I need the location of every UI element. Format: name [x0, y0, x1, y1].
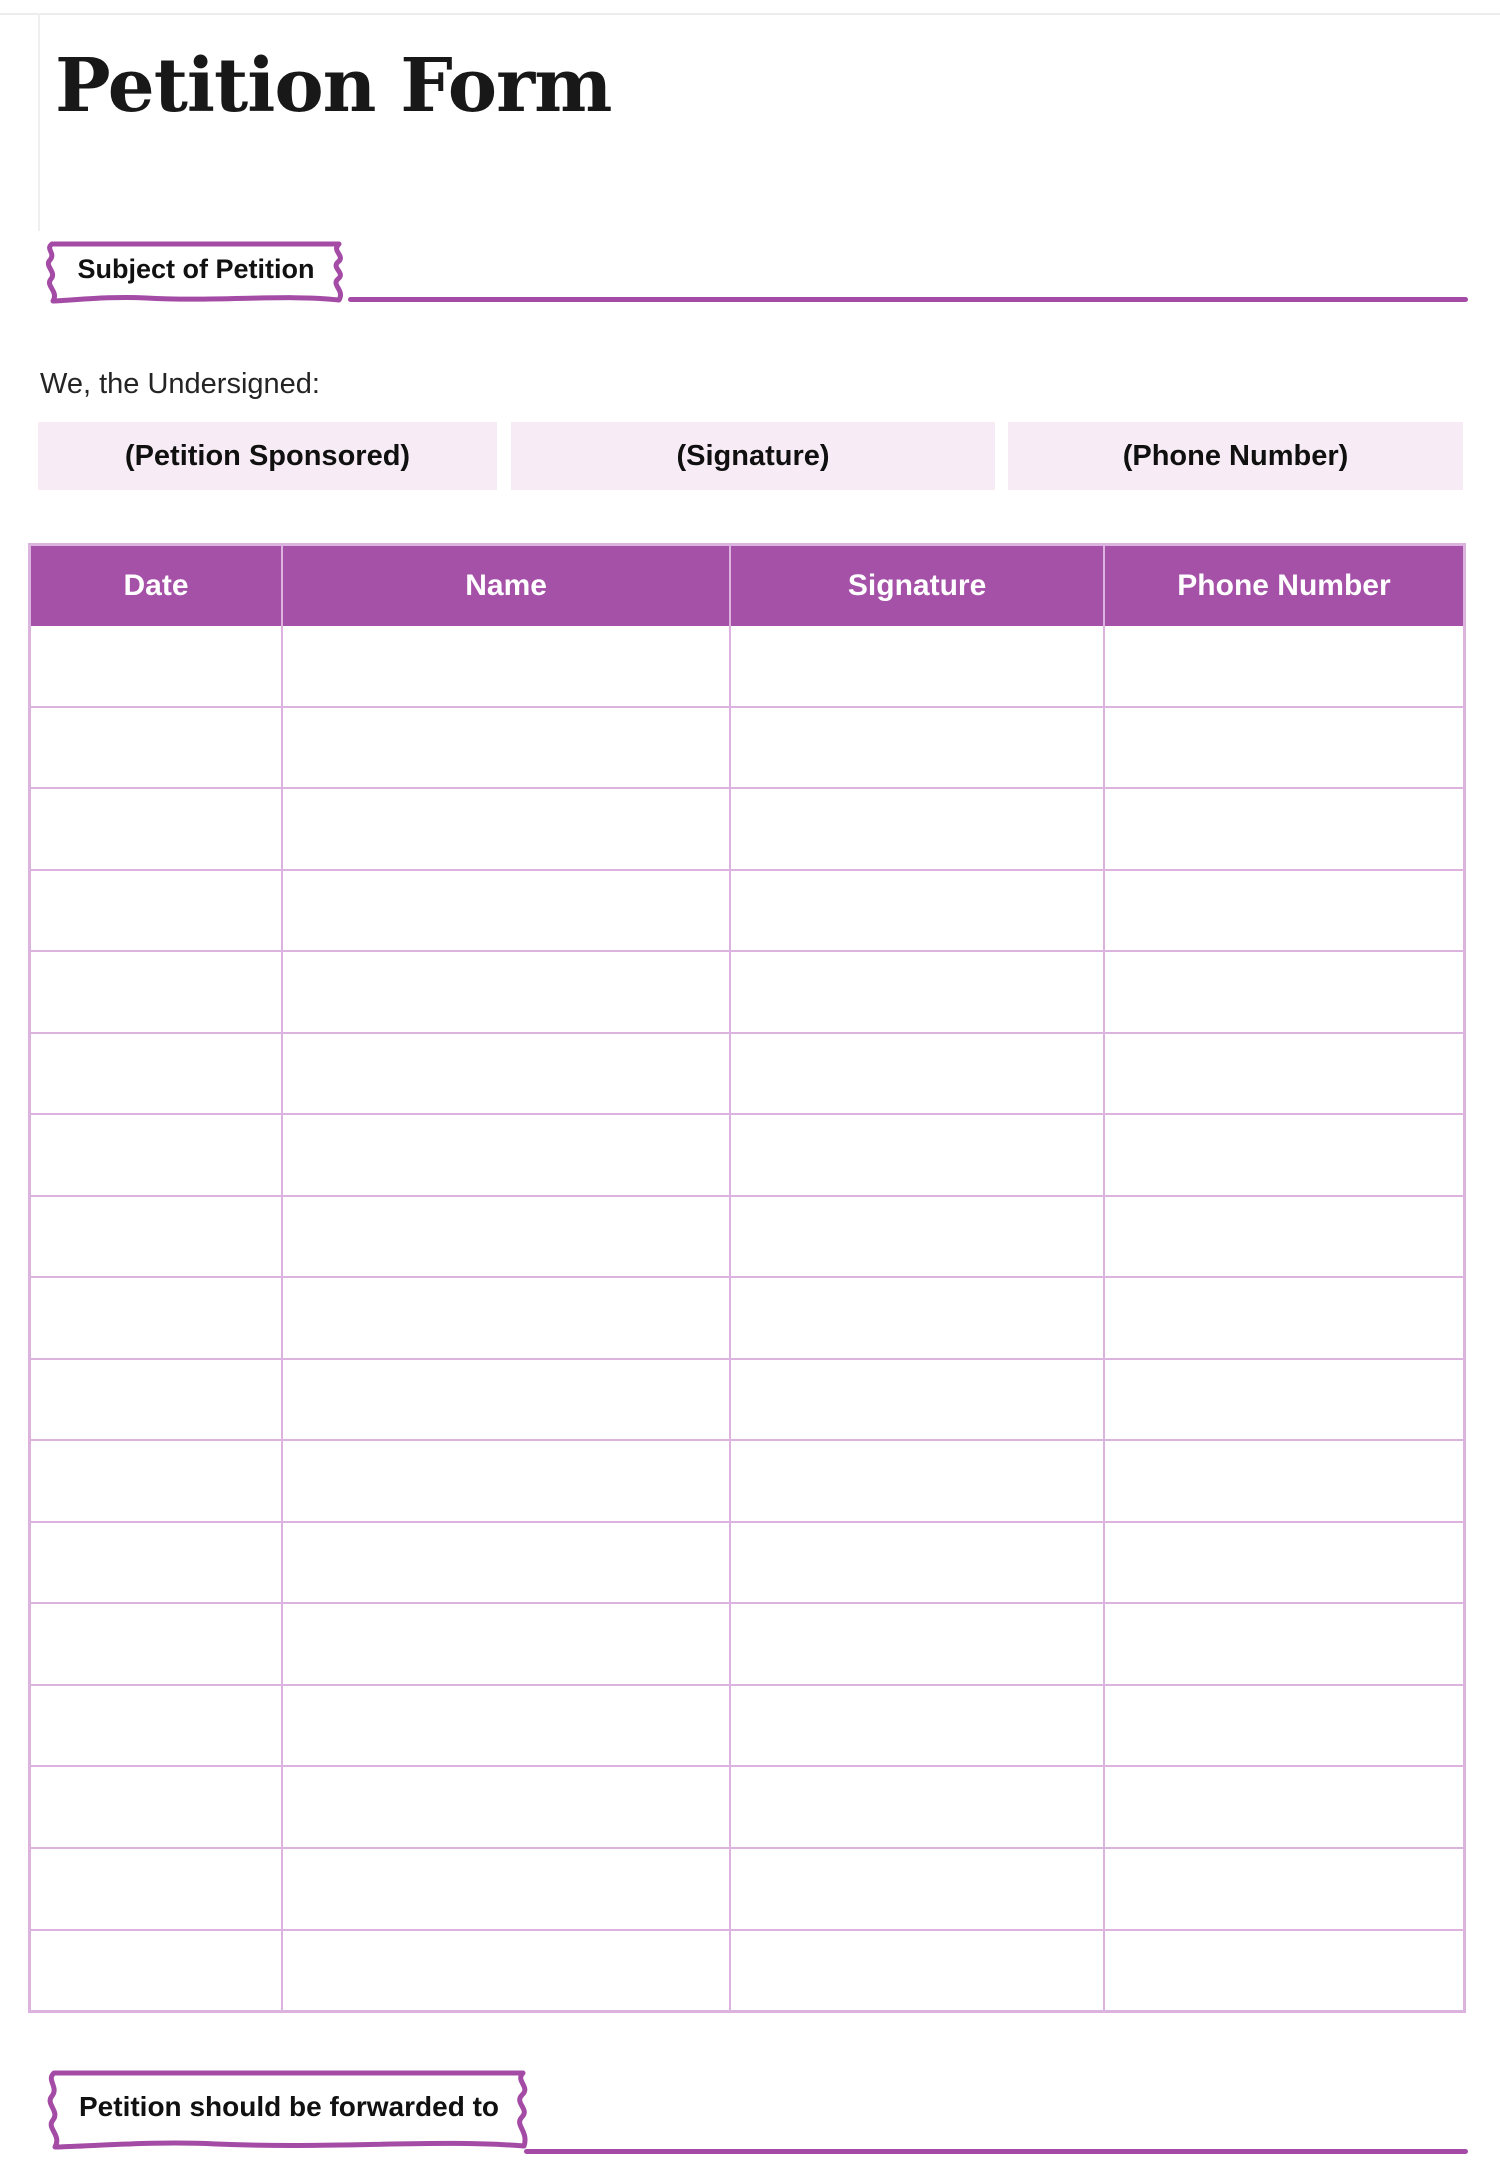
table-row: [31, 1441, 1463, 1523]
table-cell-phone-number[interactable]: [1105, 1115, 1463, 1195]
table-cell-signature[interactable]: [731, 708, 1105, 788]
table-row: [31, 1849, 1463, 1931]
table-cell-date[interactable]: [31, 1197, 283, 1277]
table-row: [31, 1931, 1463, 2011]
subject-ribbon-label: Subject of Petition: [77, 253, 315, 284]
table-cell-phone-number[interactable]: [1105, 1686, 1463, 1766]
table-cell-name[interactable]: [283, 1931, 731, 2011]
table-cell-phone-number[interactable]: [1105, 1523, 1463, 1603]
table-cell-name[interactable]: [283, 1686, 731, 1766]
table-row: [31, 1278, 1463, 1360]
table-cell-date[interactable]: [31, 626, 283, 706]
table-cell-signature[interactable]: [731, 1931, 1105, 2011]
table-cell-date[interactable]: [31, 1034, 283, 1114]
table-cell-date[interactable]: [31, 1931, 283, 2011]
table-cell-signature[interactable]: [731, 1767, 1105, 1847]
forward-rule-line: [524, 2149, 1468, 2154]
table-cell-name[interactable]: [283, 626, 731, 706]
table-cell-signature[interactable]: [731, 1034, 1105, 1114]
table-row: [31, 1034, 1463, 1116]
table-cell-phone-number[interactable]: [1105, 1767, 1463, 1847]
table-cell-date[interactable]: [31, 1278, 283, 1358]
phone-number-field[interactable]: (Phone Number): [1008, 422, 1463, 490]
subject-ribbon: [36, 238, 356, 306]
table-row: [31, 1686, 1463, 1768]
table-row: [31, 1767, 1463, 1849]
table-body: [31, 626, 1463, 2010]
table-cell-date[interactable]: [31, 789, 283, 869]
page-edge-top: [0, 13, 1500, 15]
table-cell-phone-number[interactable]: [1105, 789, 1463, 869]
undersigned-lead-text: We, the Undersigned:: [40, 368, 320, 400]
table-cell-name[interactable]: [283, 789, 731, 869]
table-cell-name[interactable]: [283, 1767, 731, 1847]
table-cell-date[interactable]: [31, 871, 283, 951]
table-cell-date[interactable]: [31, 1686, 283, 1766]
table-cell-signature[interactable]: [731, 1686, 1105, 1766]
table-cell-signature[interactable]: [731, 1360, 1105, 1440]
table-row: [31, 952, 1463, 1034]
table-cell-signature[interactable]: [731, 1523, 1105, 1603]
table-cell-signature[interactable]: [731, 1441, 1105, 1521]
petition-sponsored-field[interactable]: (Petition Sponsored): [38, 422, 497, 490]
page-title: Petition Form: [55, 43, 612, 129]
table-row: [31, 1115, 1463, 1197]
column-header-phone-number: Phone Number: [1177, 569, 1391, 602]
table-cell-signature[interactable]: [731, 626, 1105, 706]
table-cell-name[interactable]: [283, 1604, 731, 1684]
table-cell-signature[interactable]: [731, 1197, 1105, 1277]
table-row: [31, 871, 1463, 953]
table-cell-phone-number[interactable]: [1105, 1604, 1463, 1684]
signature-table: [28, 543, 1466, 2013]
table-cell-phone-number[interactable]: [1105, 1034, 1463, 1114]
table-cell-phone-number[interactable]: [1105, 1360, 1463, 1440]
table-cell-phone-number[interactable]: [1105, 1849, 1463, 1929]
table-header-row: [31, 546, 1463, 626]
table-cell-date[interactable]: [31, 1849, 283, 1929]
table-row: [31, 626, 1463, 708]
table-cell-signature[interactable]: [731, 952, 1105, 1032]
table-row: [31, 789, 1463, 871]
table-cell-phone-number[interactable]: [1105, 1197, 1463, 1277]
column-header-name: Name: [283, 546, 731, 626]
table-cell-date[interactable]: [31, 708, 283, 788]
table-cell-signature[interactable]: [731, 1115, 1105, 1195]
table-row: [31, 708, 1463, 790]
table-cell-name[interactable]: [283, 1278, 731, 1358]
table-cell-name[interactable]: [283, 1034, 731, 1114]
table-cell-phone-number[interactable]: [1105, 871, 1463, 951]
table-row: [31, 1360, 1463, 1442]
table-cell-signature[interactable]: [731, 1604, 1105, 1684]
table-cell-name[interactable]: [283, 708, 731, 788]
table-cell-name[interactable]: [283, 952, 731, 1032]
forward-ribbon-label: Petition should be forwarded to: [79, 2091, 499, 2122]
table-cell-phone-number[interactable]: [1105, 1441, 1463, 1521]
table-cell-phone-number[interactable]: [1105, 1931, 1463, 2011]
table-cell-date[interactable]: [31, 1767, 283, 1847]
forward-ribbon: [36, 2066, 542, 2154]
subject-rule-line: [348, 297, 1468, 302]
table-cell-name[interactable]: [283, 871, 731, 951]
table-cell-phone-number[interactable]: [1105, 1278, 1463, 1358]
table-cell-signature[interactable]: [731, 789, 1105, 869]
table-row: [31, 1604, 1463, 1686]
table-cell-name[interactable]: [283, 1441, 731, 1521]
table-row: [31, 1197, 1463, 1279]
table-cell-signature[interactable]: [731, 1278, 1105, 1358]
table-cell-date[interactable]: [31, 1523, 283, 1603]
table-cell-name[interactable]: [283, 1115, 731, 1195]
table-cell-name[interactable]: [283, 1523, 731, 1603]
table-cell-date[interactable]: [31, 1360, 283, 1440]
table-row: [31, 1523, 1463, 1605]
table-cell-name[interactable]: [283, 1197, 731, 1277]
table-cell-phone-number[interactable]: [1105, 952, 1463, 1032]
table-cell-signature[interactable]: [731, 1849, 1105, 1929]
table-cell-phone-number[interactable]: [1105, 708, 1463, 788]
table-cell-signature[interactable]: [731, 871, 1105, 951]
column-header-date: Date: [31, 546, 283, 626]
table-cell-date[interactable]: [31, 1604, 283, 1684]
table-cell-phone-number[interactable]: [1105, 626, 1463, 706]
column-header-signature: Signature: [731, 546, 1105, 626]
page-edge-left: [38, 13, 40, 231]
table-cell-date[interactable]: [31, 952, 283, 1032]
table-cell-name[interactable]: [283, 1360, 731, 1440]
table-cell-date[interactable]: [31, 1441, 283, 1521]
table-cell-date[interactable]: [31, 1115, 283, 1195]
table-cell-name[interactable]: [283, 1849, 731, 1929]
signature-field[interactable]: (Signature): [511, 422, 995, 490]
